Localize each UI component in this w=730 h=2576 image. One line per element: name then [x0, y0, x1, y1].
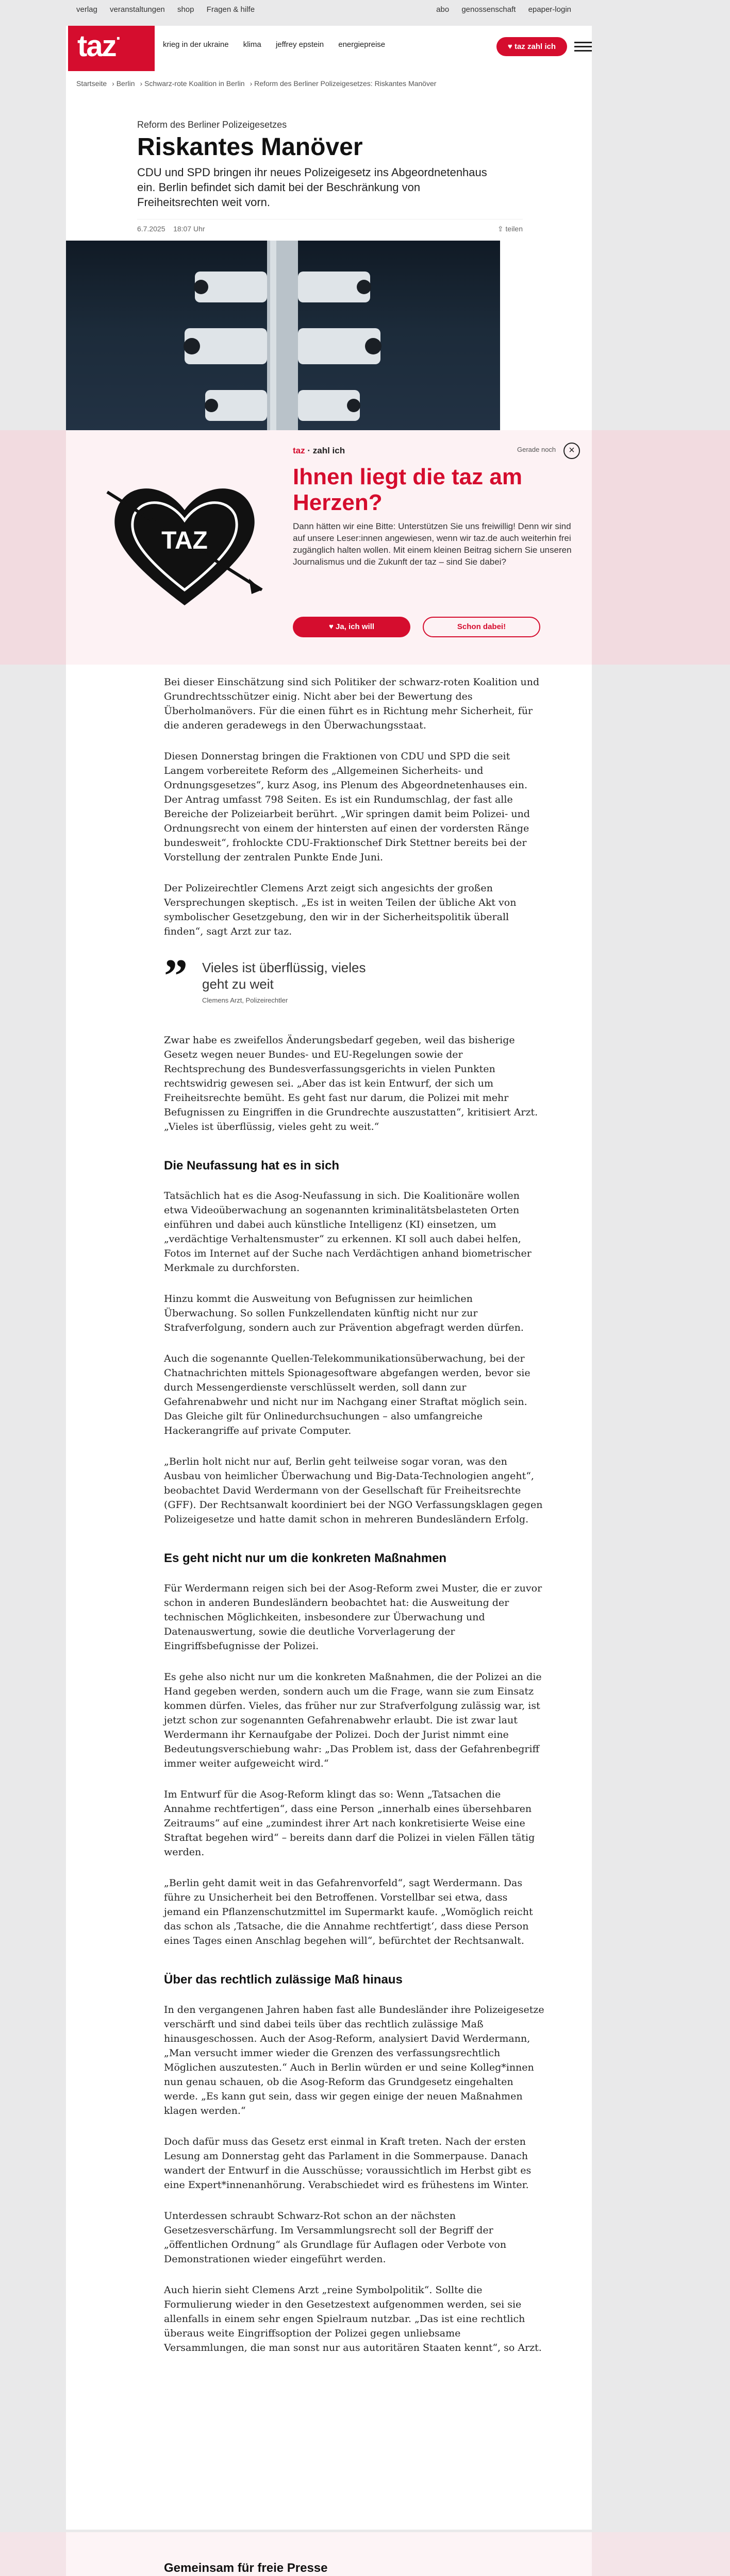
close-icon[interactable]: ×: [563, 443, 580, 459]
logo-dot: ·: [115, 29, 121, 48]
overlay-logo-taz: taz: [293, 446, 305, 455]
taz-logo[interactable]: [68, 26, 155, 71]
utility-link-hilfe[interactable]: Fragen & hilfe: [206, 5, 255, 14]
nav-item-klima[interactable]: klima: [243, 40, 261, 49]
article-date: 6.7.2025: [137, 225, 165, 233]
utility-link-verlag[interactable]: verlag: [76, 5, 97, 14]
subheading: Die Neufassung hat es in sich: [164, 1159, 340, 1173]
paragraph: Doch dafür muss das Gesetz erst einmal in Kraft treten. Nach der ersten Lesung am Donnerstag geht das Parlament in die Sommerpause. Danach wandert der Entwurf in die Ausschüsse; voraussichtlich im Herbst gibt es eine Expert*innenanhörung. Verabschiedet wird es frühestens im Winter.: [164, 2136, 532, 2191]
share-label: teilen: [505, 225, 523, 233]
menu-icon[interactable]: [574, 39, 592, 55]
taz-zahl-ich-logo: taz · zahl ich: [293, 446, 345, 455]
article-lead: CDU und SPD bringen ihr neues Polizeigesetz ins Abgeordnetenhaus ein. Berlin befindet sich damit bei der Beschränkung von Freiheitsrechten weit vorn.: [137, 166, 487, 209]
quote-source: Clemens Arzt, Polizeirechtler: [202, 996, 288, 1004]
article-title: Riskantes Manöver: [137, 133, 363, 161]
paragraph: Auch hierin sieht Clemens Arzt „reine Symbolpolitik“. Sollte die Formulierung wieder in den Gesetzestext aufgenommen werden, sei sie allenfalls in einem sehr engen Spielraum nutzbar. „Das ist eine rechtlich überaus weite Eingriffsoption der Polizei gegen unliebsame Versammlungen, die man sonst nur aus autoritären Staaten kennt“, so Arzt.: [164, 2284, 542, 2353]
paragraph: Tatsächlich hat es die Asog-Neufassung in sich. Die Koalitionäre wollen etwa Videoüberwachung an sogenannten kriminalitätsbelasteten Orten einführen und dabei auch künstliche Intelligenz (KI) einsetzen, um „verdächtige Verhaltensmuster“ zu erkennen. KI soll auch dabei helfen, Fotos im Internet auf der Suche nach Verdächtigen anhand biometrischer Merkmale zu durchforsten.: [164, 1190, 532, 1274]
paragraph: Bei dieser Einschätzung sind sich Politiker der schwarz-roten Koalition und Grundrechtsschützer einig. Nicht aber bei der Bewertung des Überholmanövers. Für die einen führt es in Richtung mehr Sicherheit, für die anderen geradewegs in den Überwachungsstaat.: [164, 676, 540, 731]
overlay-time: Gerade noch: [517, 446, 556, 453]
donation-overlay: [0, 430, 730, 665]
paragraph: „Berlin holt nicht nur auf, Berlin geht teilweise sogar voran, was den Ausbau von heimlicher Überwachung und Big-Data-Technologien angeht“, beobachtet David Werdermann von der Gesellschaft für Freiheitsrechte (GFF). Der Rechtsanwalt koordiniert bei der NGO Verfassungsklagen gegen Polizeigesetze und hatte damit schon in mehreren Bundesländern Erfolg.: [164, 1456, 543, 1525]
breadcrumb-current: Reform des Berliner Polizeigesetzes: Riskantes Manöver: [254, 79, 437, 88]
logo-text: taz: [77, 29, 116, 63]
share-icon: ⇪: [497, 225, 506, 233]
pull-quote: [164, 950, 545, 1004]
utility-link-abo[interactable]: abo: [436, 5, 450, 14]
overlay-logo-zahlich: zahl ich: [312, 446, 345, 455]
nav-item-epstein[interactable]: jeffrey epstein: [275, 40, 324, 49]
utility-link-shop[interactable]: shop: [177, 5, 194, 14]
paragraph: In den vergangenen Jahren haben fast alle Bundesländer ihre Polizeigesetze verschärft und sind dabei teils über das rechtlich zulässige Maß hinausgeschossen. Auch der Asog-Reform, analysiert David Werdermann, „Man versucht immer wieder die Grenzen des verfassungsrechtlich Möglichen auszutesten.“ Auch in Berlin würden er und seine Kolleg*innen nun genau schauen, ob die Asog-Reform das Grundgesetz eingehalten werde. „Es kann gut sein, dass wir gegen einige der neuen Maßnahmen klagen werden.“: [164, 2004, 544, 2116]
paragraph: „Berlin geht damit weit in das Gefahrenvorfeld“, sagt Werdermann. Das führe zu Unsicherheit bei den Betroffenen. Vorstellbar sei etwa, dass jemand ein Pflanzenschutzmittel im Supermarkt kaufe. „Womöglich reicht das schon als ‚Tatsache, die die Annahme rechtfertigt‘, dass diese Person eines Tages einen Anschlag begehen will“, befürchtet der Rechtsanwalt.: [164, 1877, 533, 1946]
paragraph: Es gehe also nicht nur um die konkreten Maßnahmen, die der Polizei an die Hand gegeben werden, sondern auch um die Frage, wann sie zum Einsatz kommen dürfen. Vieles, das früher nur zur Strafverfolgung zulässig war, ist jetzt schon zur sogenannten Gefahrenabwehr erlaubt. Die ist zwar laut Werdermann ihr Kernaufgabe der Polizei. Doch der Jurist nimmt eine Bedeutungsverschiebung wahr: „Das Problem ist, dass der Gefahrenbegriff immer weiter aufgeweicht wird.“: [164, 1671, 542, 1769]
paragraph: Hinzu kommt die Ausweitung von Befugnissen zur heimlichen Überwachung. So sollen Funkzellendaten künftig nicht nur zur Strafverfolgung, sondern auch zur Prävention abgefragt werden dürfen.: [164, 1293, 524, 1333]
press-support-box: [66, 2532, 592, 2576]
press-title: Gemeinsam für freie Presse: [164, 2561, 328, 2575]
breadcrumb: Startseite › Berlin › Schwarz-rote Koalition in Berlin › Reform des Berliner Polizeigesetzes: Riskantes Manöver: [76, 79, 437, 88]
paragraph: Unterdessen schraubt Schwarz-Rot schon an der nächsten Gesetzesverschärfung. Im Versammlungsrecht soll der Begriff der „öffentlichen Ordnung“ als Grundlage für Auflagen oder Verbote von Demonstrationen wieder eingeführt werden.: [164, 2210, 507, 2265]
quote-text: Vieles ist überflüssig, vieles geht zu weit: [202, 960, 366, 992]
utility-links-left: [76, 5, 265, 14]
overlay-yes-button[interactable]: [293, 617, 410, 637]
paragraph: Diesen Donnerstag bringen die Fraktionen von CDU und SPD die seit Langem vorbereitete Reform des „Allgemeinen Sicherheits- und Ordnungsgesetzes“, kurz Asog, ins Plenum des Abgeordnetenhauses ein. Der Antrag umfasst 798 Seiten. Es ist ein Rundumschlag, der fast alle Bereiche der Polizeiarbeit berührt. „Wir springen damit beim Polizei- und Ordnungsrecht von einem der hintersten auf einen der vordersten Ränge bundesweit“, frohlockte CDU-Fraktionschef Dirk Stettner bereits bei der Vorstellung der zentralen Punkte Ende Juni.: [164, 751, 530, 863]
utility-link-epaper[interactable]: epaper-login: [528, 5, 571, 14]
overlay-already-button[interactable]: Schon dabei!: [423, 617, 540, 637]
press-support-section: [0, 2532, 730, 2576]
paragraph: Zwar habe es zweifellos Änderungsbedarf gegeben, weil das bisherige Gesetz wegen neuer Bundes- und EU-Regelungen sowie der Rechtsprechung des Bundesverfassungsgerichts in vielen Punkten rechtswidrig gewesen sei. „Aber das ist kein Entwurf, der sich um Freiheitsrechte bemüht. Es geht fast nur darum, die Polizei mit mehr Befugnissen zu Eingriffen in die Grundrechte auszustatten“, kritisiert Arzt. „Vieles ist überflüssig, vieles geht zu weit.“: [164, 1035, 538, 1132]
share-link[interactable]: [497, 225, 523, 233]
subheading: Über das rechtlich zulässige Maß hinaus: [164, 1973, 403, 1987]
article-time: 18:07 Uhr: [173, 225, 205, 233]
utility-links-right: [426, 5, 571, 14]
paragraph: Für Werdermann reigen sich bei der Asog-Reform zwei Muster, die er zuvor schon in anderen Bundesländern beobachtet hat: die Ausweitung der technischen Möglichkeiten, insbesondere zur Überwachung und Datenauswertung, sowie die deutliche Vorverlagerung der Eingriffsbefugnisse der Polizei.: [164, 1583, 542, 1652]
breadcrumb-koalition[interactable]: Schwarz-rote Koalition in Berlin: [144, 79, 245, 88]
press-support-content: [164, 2561, 545, 2576]
donate-label: taz zahl ich: [514, 42, 556, 51]
site-header: [66, 26, 592, 72]
article-meta: [137, 219, 523, 233]
quote-icon: ”: [164, 950, 188, 1002]
nav-item-ukraine[interactable]: krieg in der ukraine: [163, 40, 229, 49]
utility-link-genossenschaft[interactable]: genossenschaft: [461, 5, 516, 14]
utility-bar: [0, 0, 730, 26]
subheading: Es geht nicht nur um die konkreten Maßnahmen: [164, 1551, 447, 1565]
overlay-headline: Ihnen liegt die taz am Herzen?: [293, 464, 522, 515]
donate-button[interactable]: [496, 37, 567, 56]
utility-link-veranstaltungen[interactable]: veranstaltungen: [110, 5, 165, 14]
heart-icon: ♥: [328, 622, 336, 631]
overlay-text: Dann hätten wir eine Bitte: Unterstützen Sie uns freiwillig! Denn wir sind auf unsere Leser:innen angewiesen, wenn wir taz.de auch weiterhin frei zugänglich halten wollen. Mit einem kleinen Beitrag sichern Sie unseren Journalismus und die Zukunft der taz – sind Sie dabei?: [293, 521, 572, 567]
article-kicker: Reform des Berliner Polizeigesetzes: [137, 120, 287, 130]
svg-text:TAZ: TAZ: [161, 527, 208, 554]
paragraph: Der Polizeirechtler Clemens Arzt zeigt sich angesichts der großen Versprechungen skeptisch. „Es ist in weiten Teilen der übliche Akt von symbolischer Gesetzgebung, den wir in der Sicherheitspolitik überall finden“, sagt Arzt zur taz.: [164, 883, 517, 937]
taz-heart-icon: [102, 461, 267, 616]
overlay-yes-label: Ja, ich will: [336, 622, 375, 631]
paragraph: Im Entwurf für die Asog-Reform klingt das so: Wenn „Tatsachen die Annahme rechtfertigen“, dass eine Person „innerhalb eines übersehbaren Zeitraums“ auf eine „zumindest ihrer Art nach konkretisierte Weise eine Straftat begehen wird“ – bereits dann darf die Polizei in vielen Fällen tätig werden.: [164, 1789, 535, 1858]
header-actions: [496, 37, 592, 56]
article-body: [164, 675, 545, 2371]
breadcrumb-start[interactable]: Startseite: [76, 79, 107, 88]
donation-box: [66, 430, 592, 665]
main-nav: [163, 40, 397, 49]
nav-item-energiepreise[interactable]: energiepreise: [338, 40, 386, 49]
breadcrumb-berlin[interactable]: Berlin: [116, 79, 135, 88]
paragraph: Auch die sogenannte Quellen-Telekommunikationsüberwachung, bei der Chatnachrichten mittels Spionagesoftware abgefangen werden, bevor sie durch Messengerdienste verschlüsselt werden, soll dann zur Gefahrenabwehr und nicht nur im Nachgang einer Straftat möglich sein. Das Gleiche gilt für Onlinedurchsuchungen – also umfangreiche Hackerangriffe auf private Computer.: [164, 1353, 530, 1436]
heart-icon: ♥: [507, 42, 515, 51]
